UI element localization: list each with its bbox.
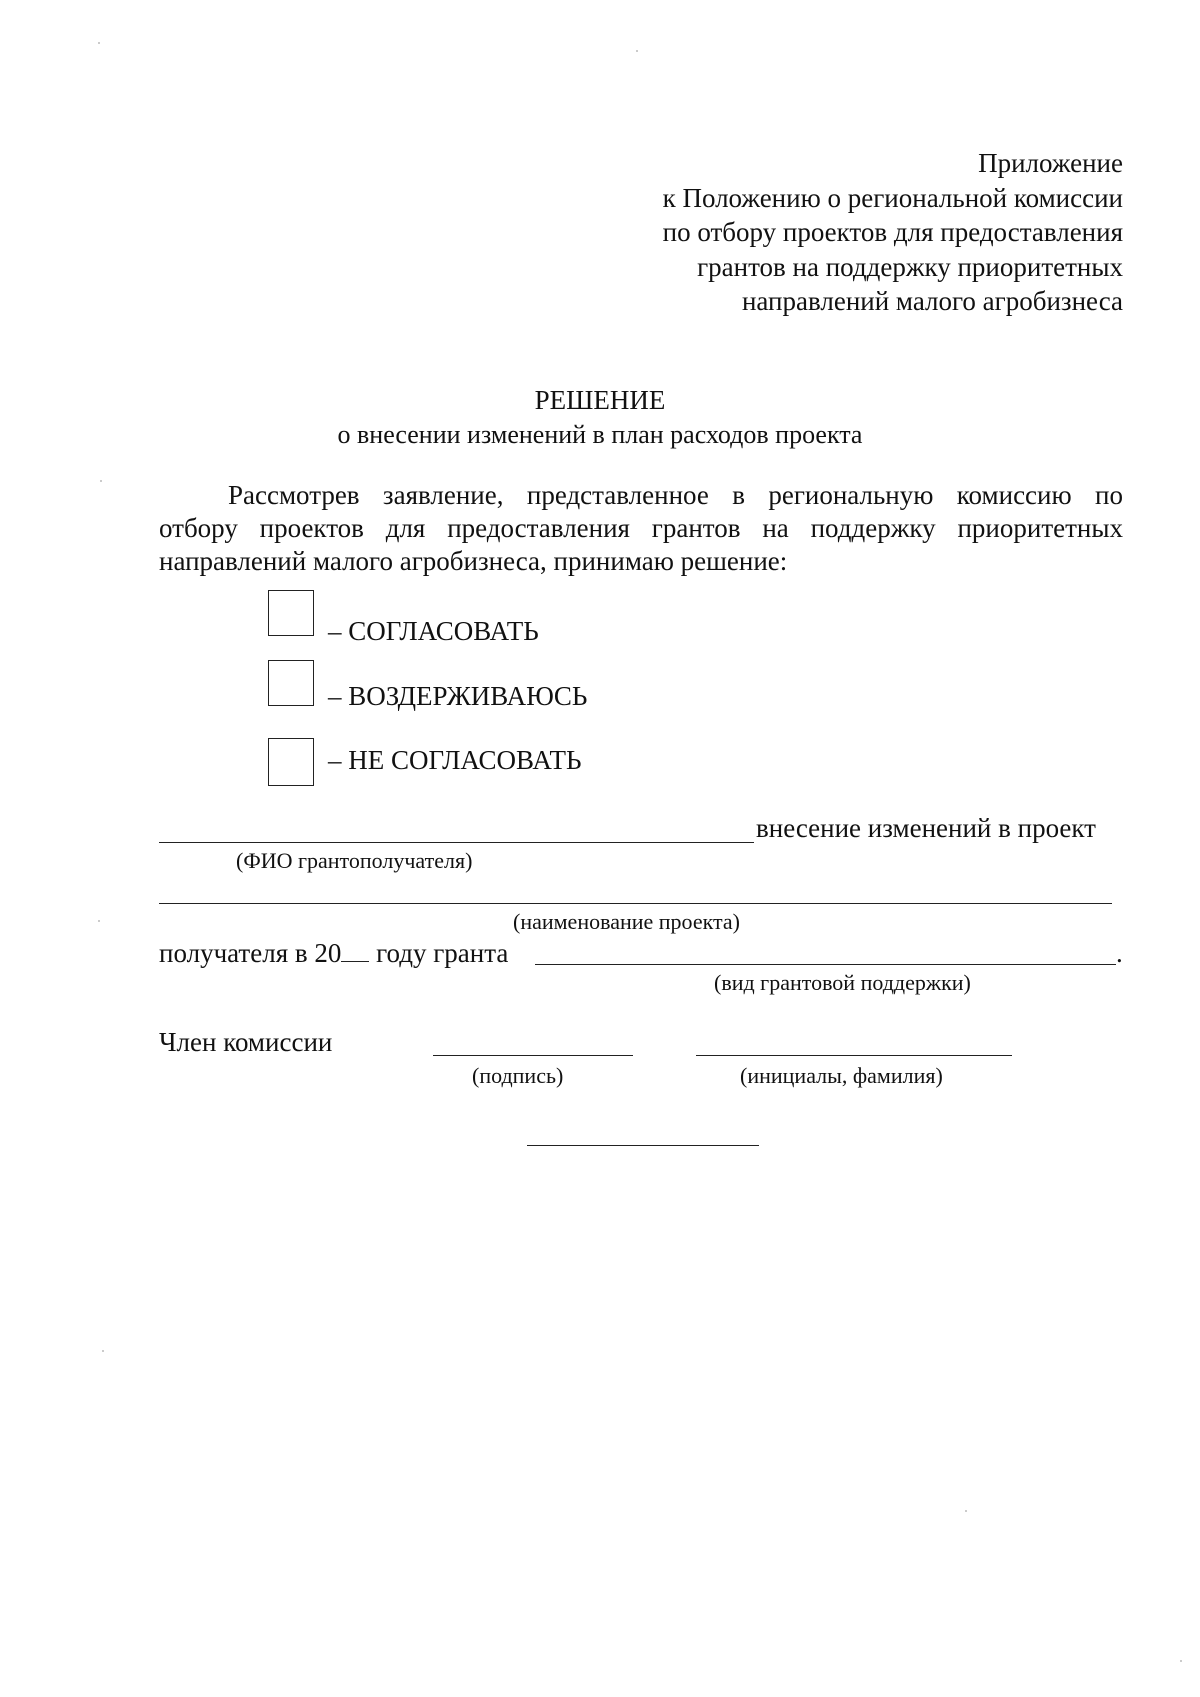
body-line-3: направлений малого агробизнеса, принимаю решение: — [159, 546, 788, 576]
scan-speck — [100, 480, 102, 482]
scan-speck — [98, 42, 100, 44]
closing-separator — [527, 1145, 759, 1146]
abstain-checkbox[interactable] — [268, 660, 314, 706]
appendix-line-2: к Положению о региональной комиссии — [662, 182, 1123, 213]
appendix-header — [560, 146, 1123, 319]
reject-option-label: – НЕ СОГЛАСОВАТЬ — [328, 745, 582, 775]
signature-caption: (подпись) — [472, 1063, 564, 1088]
scan-speck — [1180, 1660, 1182, 1662]
appendix-line-3: по отбору проектов для предоставления — [662, 217, 1123, 247]
signature-line[interactable] — [433, 1055, 633, 1056]
year-blank[interactable] — [341, 960, 369, 962]
member-label: Член комиссии — [159, 1027, 333, 1057]
initials-line[interactable] — [696, 1055, 1012, 1056]
year-suffix: году гранта — [369, 938, 509, 968]
scan-speck — [636, 50, 638, 52]
approve-option-label: – СОГЛАСОВАТЬ — [328, 616, 539, 646]
abstain-option-label: – ВОЗДЕРЖИВАЮСЬ — [328, 681, 588, 711]
recipient-prefix: получателя в 20 — [159, 938, 342, 968]
scan-speck — [965, 1510, 967, 1512]
project-name-line[interactable] — [159, 903, 1112, 904]
decision-title: РЕШЕНИЕ — [534, 385, 666, 415]
body-line-1: Рассмотрев заявление, представленное в региональную комиссию по — [228, 480, 1123, 510]
period-mark: . — [1116, 938, 1123, 968]
recipient-line — [159, 937, 508, 969]
appendix-line-5: направлений малого агробизнеса — [741, 286, 1123, 316]
grant-type-line[interactable] — [535, 964, 1116, 965]
project-caption: (наименование проекта) — [513, 909, 740, 934]
scan-speck — [98, 920, 100, 922]
approve-checkbox[interactable] — [268, 590, 314, 636]
grantee-caption: (ФИО грантополучателя) — [236, 848, 473, 873]
grantee-name-line[interactable] — [159, 842, 754, 843]
appendix-line-4: грантов на поддержку приоритетных — [697, 251, 1123, 282]
decision-subtitle: о внесении изменений в план расходов проекта — [337, 420, 863, 449]
grant-type-caption: (вид грантовой поддержки) — [714, 970, 971, 995]
body-paragraph — [159, 479, 1123, 578]
body-line-2: отбору проектов для предоставления грантов на поддержку приоритетных — [159, 513, 1123, 543]
scan-speck — [102, 1350, 104, 1352]
appendix-line-1: Приложение — [978, 148, 1123, 178]
reject-checkbox[interactable] — [268, 738, 314, 786]
changes-text: внесение изменений в проект — [756, 813, 1096, 843]
initials-caption: (инициалы, фамилия) — [740, 1063, 943, 1088]
